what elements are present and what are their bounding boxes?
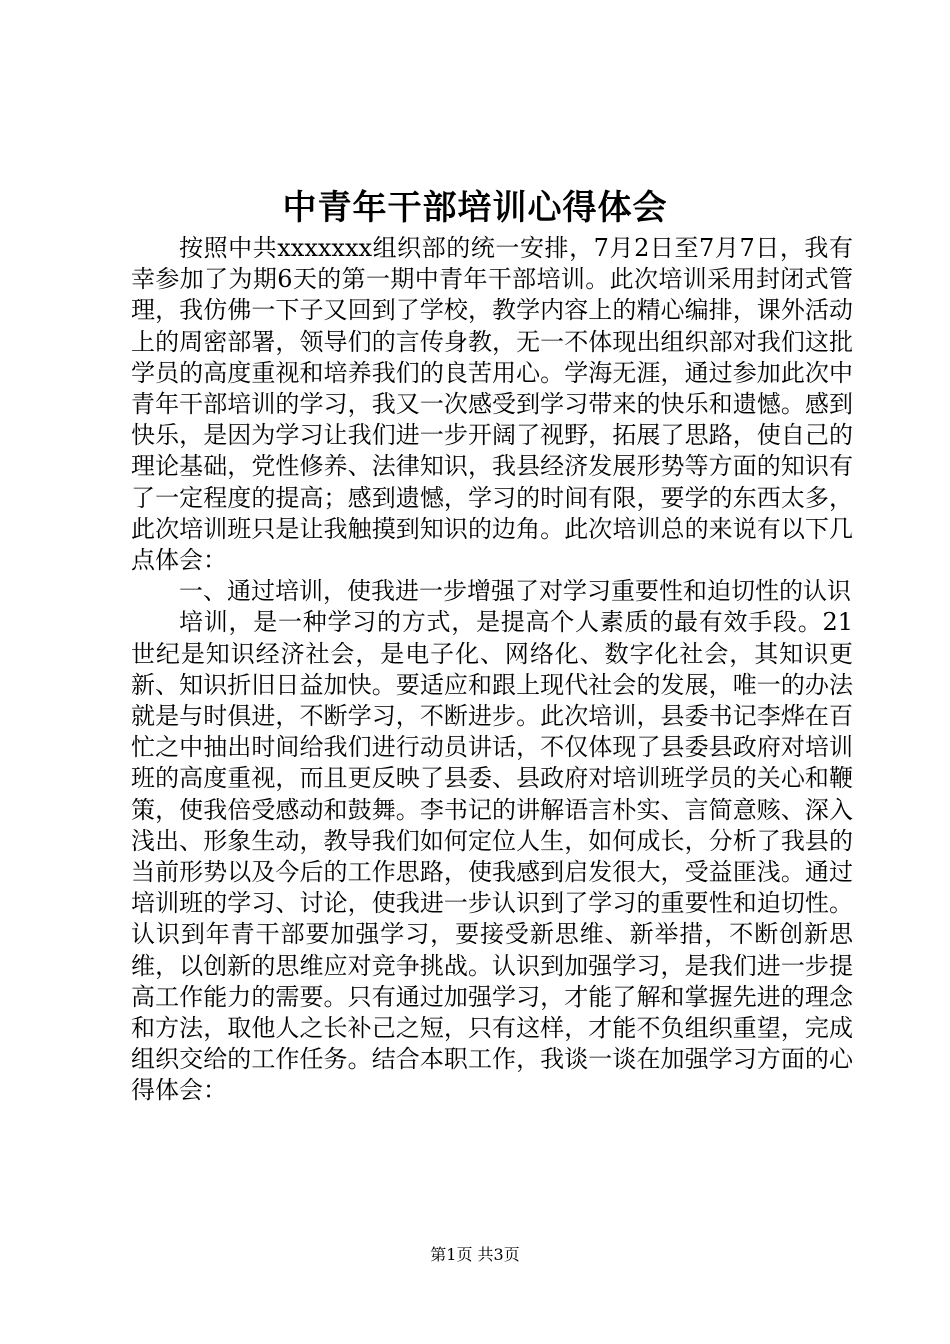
document-title: 中青年干部培训心得体会: [282, 188, 668, 228]
document-body: [131, 233, 853, 1107]
paragraph-heading-one: 一、通过培训，使我进一步增强了对学习重要性和迫切性的认识: [179, 577, 851, 606]
paragraph-intro: 按照中共xxxxxxx组织部的统一安排，7月2日至7月7日，我有幸参加了为期6天的第一期中青年干部培训。此次培训采用封闭式管理，我仿佛一下子又回到了学校，教学内容上的精心编排，课外活动上的周密部署，领导们的言传身教，无一不体现出组织部对我们这批学员的高度重视和培养我们的良苦用心。学海无涯，通过参加此次中青年干部培训的学习，我又一次感受到学习带来的快乐和遗憾。感到快乐，是因为学习让我们进一步开阔了视野，拓展了思路，使自己的理论基础，党性修养、法律知识，我县经济发展形势等方面的知识有了一定程度的提高；感到遗憾，学习的时间有限，要学的东西太多，此次培训班只是让我触摸到知识的边角。此次培训总的来说有以下几点体会：: [131, 234, 853, 575]
paragraph-training: 培训，是一种学习的方式，是提高个人素质的最有效手段。21世纪是知识经济社会，是电子化、网络化、数字化社会，其知识更新、知识折旧日益加快。要适应和跟上现代社会的发展，唯一的办法就是与时俱进，不断学习，不断进步。此次培训，县委书记李烨在百忙之中抽出时间给我们进行动员讲话，不仅体现了县委县政府对培训班的高度重视，而且更反映了县委、县政府对培训班学员的关心和鞭策，使我倍受感动和鼓舞。李书记的讲解语言朴实、言简意赅、深入浅出、形象生动，教导我们如何定位人生，如何成长，分析了我县的当前形势以及今后的工作思路，使我感到启发很大，受益匪浅。通过培训班的学习、讨论，使我进一步认识到了学习的重要性和迫切性。认识到年青干部要加强学习，要接受新思维、新举措，不断创新思维，以创新的思维应对竞争挑战。认识到加强学习，是我们进一步提高工作能力的需要。只有通过加强学习，才能了解和掌握先进的理念和方法，取他人之长补己之短，只有这样，才能不负组织重望，完成组织交给的工作任务。结合本职工作，我谈一谈在加强学习方面的心得体会：: [131, 608, 853, 1105]
page-footer: 第1页 共3页: [430, 1245, 520, 1264]
